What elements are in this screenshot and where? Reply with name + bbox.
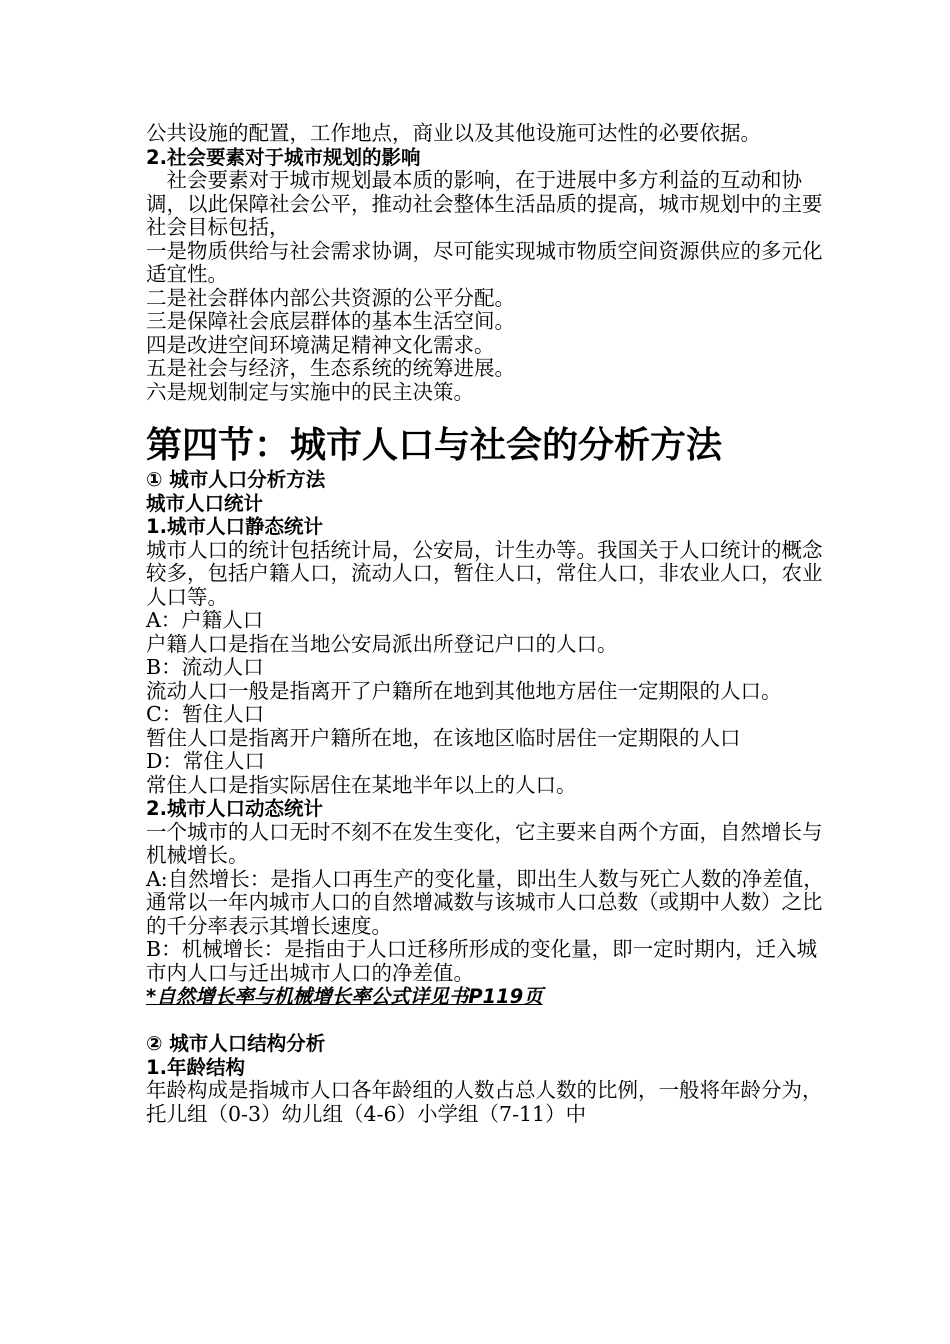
paragraph: 流动人口一般是指离开了户籍所在地到其他地方居住一定期限的人口。 [146,678,782,703]
subheading: 1.年龄结构 [146,1055,245,1079]
list-item: 五是社会与经济，生态系统的统筹进展。 [146,356,515,380]
subheading: ② 城市人口结构分析 [146,1032,326,1055]
list-item: 四是改进空间环境满足精神文化需求。 [146,332,495,357]
subheading: 2.社会要素对于城市规划的影响 [146,145,421,169]
term-label: B：流动人口 [146,655,264,679]
paragraph: 暂住人口是指离开户籍所在地，在该地区临时居住一定期限的人口 [146,725,741,750]
note: *自然增长率与机械增长率公式详见书P119页 [146,985,543,1008]
subheading: ① 城市人口分析方法 [146,468,326,491]
spacer [146,1009,826,1033]
list-item: 一是物质供给与社会需求协调，尽可能实现城市物质空间资源供应的多元化适宜性。 [146,238,823,286]
subheading: 1.城市人口静态统计 [146,515,323,538]
term-label: D：常住人口 [146,749,265,773]
paragraph: 户籍人口是指在当地公安局派出所登记户口的人口。 [146,631,618,656]
paragraph: 常住人口是指实际居住在某地半年以上的人口。 [146,772,577,797]
paragraph: 城市人口的统计包括统计局，公安局，计生办等。我国关于人口统计的概念较多，包括户籍人口，流动人口，暂住人口，常住人口，非农业人口，农业人口等。 [146,537,823,609]
paragraph: 一个城市的人口无时不刻不在发生变化，它主要来自两个方面，自然增长与机械增长。 [146,819,823,867]
paragraph: 年龄构成是指城市人口各年龄组的人数占总人数的比例，一般将年龄分为，托儿组（0-3）幼儿组（4-6）小学组（7-11）中 [146,1078,823,1126]
paragraph: A:自然增长：是指人口再生产的变化量，即出生人数与死亡人数的净差值，通常以一年内城市人口的自然增减数与该城市人口总数（或期中人数）之比的千分率表示其增长速度。 [146,866,824,938]
section-title: 第四节：城市人口与社会的分析方法 [146,425,723,466]
paragraph: 社会要素对于城市规划最本质的影响，在于进展中多方利益的互动和协调，以此保障社会公平，推动社会整体生活品质的提高，城市规划中的主要社会目标包括， [146,168,823,239]
subheading: 2.城市人口动态统计 [146,797,323,820]
list-item: 六是规划制定与实施中的民主决策。 [146,379,474,404]
term-label: A：户籍人口 [146,608,264,632]
paragraph: 公共设施的配置，工作地点，商业以及其他设施可达性的必要依据。 [146,121,761,145]
list-item: 三是保障社会底层群体的基本生活空间。 [146,309,515,333]
list-item: 二是社会群体内部公共资源的公平分配。 [146,285,515,310]
paragraph: B：机械增长：是指由于人口迁移所形成的变化量，即一定时期内，迁入城市内人口与迁出城市人口的净差值。 [146,937,818,985]
term-label: C：暂住人口 [146,702,265,726]
subheading: 城市人口统计 [146,491,264,515]
document-page [146,122,826,1126]
